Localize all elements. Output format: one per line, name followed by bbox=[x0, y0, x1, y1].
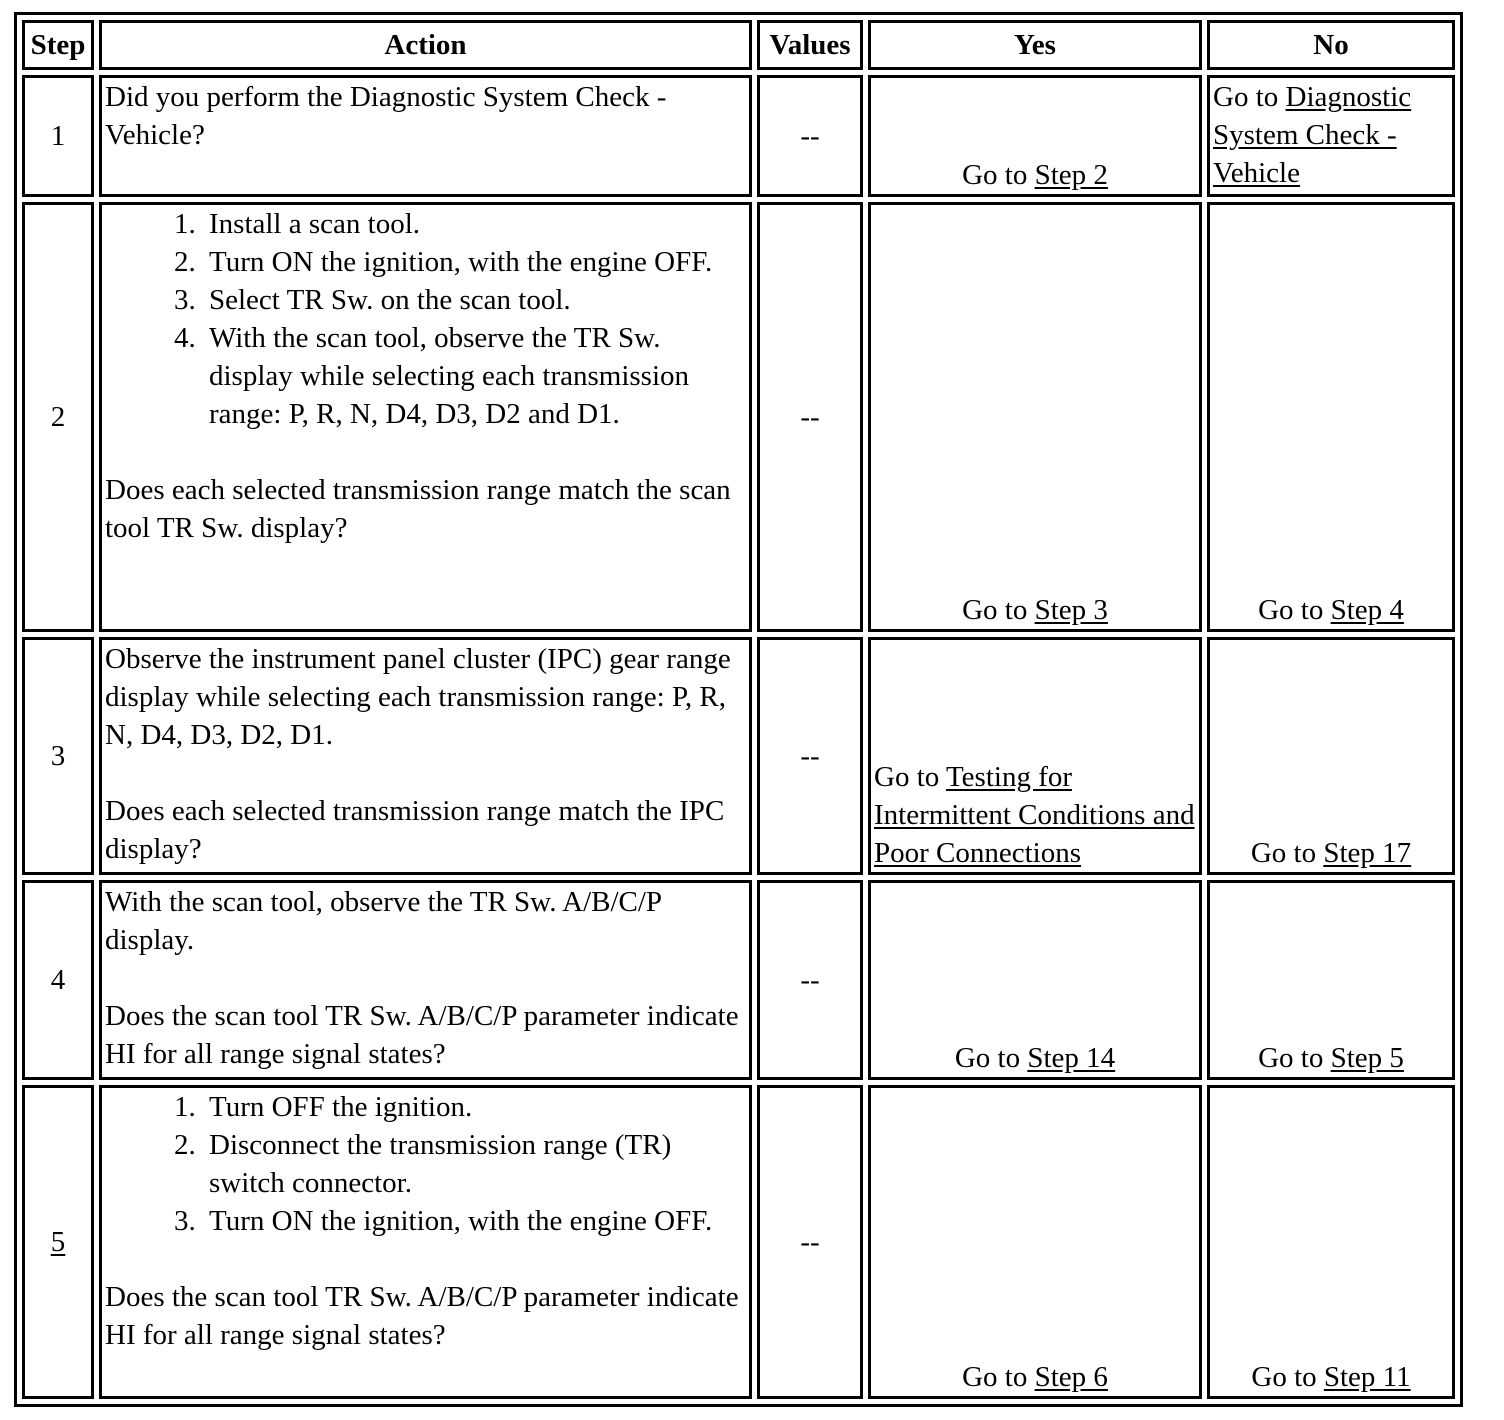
table-row bbox=[22, 75, 1455, 197]
action-list-item: 4. With the scan tool, observe the TR Sw. display while selecting each transmission range: P, R, N, D4, D3, D2 and D1. bbox=[203, 319, 746, 433]
table-header-row bbox=[22, 20, 1455, 70]
values-cell: -- bbox=[757, 880, 863, 1080]
values-cell: -- bbox=[757, 202, 863, 632]
header-action: Action bbox=[99, 20, 752, 70]
action-text: With the scan tool, observe the TR Sw. A/B/C/P display. bbox=[105, 886, 661, 956]
diagnostic-table-container bbox=[14, 12, 1463, 1407]
action-cell bbox=[99, 637, 752, 875]
no-cell bbox=[1207, 880, 1455, 1080]
no-cell bbox=[1207, 75, 1455, 197]
action-cell bbox=[99, 75, 752, 197]
yes-cell bbox=[868, 75, 1202, 197]
go-to-text: Go to bbox=[962, 1361, 1028, 1393]
go-to-text: Go to bbox=[962, 159, 1028, 191]
step-number-cell bbox=[22, 1085, 94, 1399]
values-cell: -- bbox=[757, 75, 863, 197]
no-link-step-11[interactable]: Step 11 bbox=[1323, 1361, 1411, 1393]
action-list-item: 3. Turn ON the ignition, with the engine OFF. bbox=[203, 1202, 746, 1240]
table-row bbox=[22, 637, 1455, 875]
table-row bbox=[22, 880, 1455, 1080]
yes-cell bbox=[868, 637, 1202, 875]
action-list bbox=[105, 205, 746, 433]
action-list-item: 2. Disconnect the transmission range (TR) switch connector. bbox=[203, 1126, 746, 1202]
action-cell bbox=[99, 1085, 752, 1399]
action-list-item: 2. Turn ON the ignition, with the engine OFF. bbox=[203, 243, 746, 281]
go-to-text: Go to bbox=[874, 761, 940, 793]
go-to-text: Go to bbox=[954, 1042, 1021, 1074]
go-to-text: Go to bbox=[1250, 837, 1317, 869]
table-row bbox=[22, 202, 1455, 632]
header-no: No bbox=[1207, 20, 1455, 70]
header-values: Values bbox=[757, 20, 863, 70]
no-cell bbox=[1207, 202, 1455, 632]
diagnostic-table bbox=[14, 12, 1463, 1407]
step-number: 4 bbox=[22, 880, 94, 1080]
action-question: Does each selected transmission range match the scan tool TR Sw. display? bbox=[105, 474, 731, 544]
table-row bbox=[22, 1085, 1455, 1399]
yes-link-step-2[interactable]: Step 2 bbox=[1034, 159, 1108, 191]
no-link-step-4[interactable]: Step 4 bbox=[1330, 594, 1404, 626]
yes-cell bbox=[868, 202, 1202, 632]
action-list-item: 1. Install a scan tool. bbox=[203, 205, 746, 243]
no-link-diagnostic-system-check[interactable]: Diagnostic System Check - Vehicle bbox=[1213, 81, 1412, 189]
go-to-text: Go to bbox=[1251, 1361, 1317, 1393]
step-number: 3 bbox=[22, 637, 94, 875]
yes-link-step-6[interactable]: Step 6 bbox=[1034, 1361, 1108, 1393]
yes-cell bbox=[868, 880, 1202, 1080]
go-to-text: Go to bbox=[962, 594, 1028, 626]
no-link-step-17[interactable]: Step 17 bbox=[1323, 837, 1412, 869]
action-list bbox=[105, 1088, 746, 1240]
action-cell bbox=[99, 880, 752, 1080]
action-text: Observe the instrument panel cluster (IPC) gear range display while selecting each transmission range: P, R, N, D4, D3, D2, D1. bbox=[105, 643, 731, 751]
yes-cell bbox=[868, 1085, 1202, 1399]
values-cell: -- bbox=[757, 637, 863, 875]
no-link-step-5[interactable]: Step 5 bbox=[1330, 1042, 1404, 1074]
action-question: Does the scan tool TR Sw. A/B/C/P parameter indicate HI for all range signal states? bbox=[105, 1000, 739, 1070]
action-list-item: 3. Select TR Sw. on the scan tool. bbox=[203, 281, 746, 319]
action-question: Does the scan tool TR Sw. A/B/C/P parameter indicate HI for all range signal states? bbox=[105, 1281, 739, 1351]
yes-link-testing-intermittent[interactable]: Testing for Intermittent Conditions and Poor Connections bbox=[874, 761, 1195, 869]
no-cell bbox=[1207, 637, 1455, 875]
action-list-item: 1. Turn OFF the ignition. bbox=[203, 1088, 746, 1126]
step-number-link[interactable]: 5 bbox=[50, 1226, 66, 1258]
yes-link-step-3[interactable]: Step 3 bbox=[1034, 594, 1108, 626]
values-cell: -- bbox=[757, 1085, 863, 1399]
step-number: 2 bbox=[22, 202, 94, 632]
no-cell bbox=[1207, 1085, 1455, 1399]
action-cell bbox=[99, 202, 752, 632]
header-yes: Yes bbox=[868, 20, 1202, 70]
action-question: Does each selected transmission range match the IPC display? bbox=[105, 795, 725, 865]
header-step: Step bbox=[22, 20, 94, 70]
yes-link-step-14[interactable]: Step 14 bbox=[1027, 1042, 1116, 1074]
go-to-text: Go to bbox=[1258, 1042, 1324, 1074]
action-question: Did you perform the Diagnostic System Check - Vehicle? bbox=[105, 81, 667, 151]
step-number: 1 bbox=[22, 75, 94, 197]
go-to-text: Go to bbox=[1258, 594, 1324, 626]
go-to-text: Go to bbox=[1213, 81, 1279, 113]
